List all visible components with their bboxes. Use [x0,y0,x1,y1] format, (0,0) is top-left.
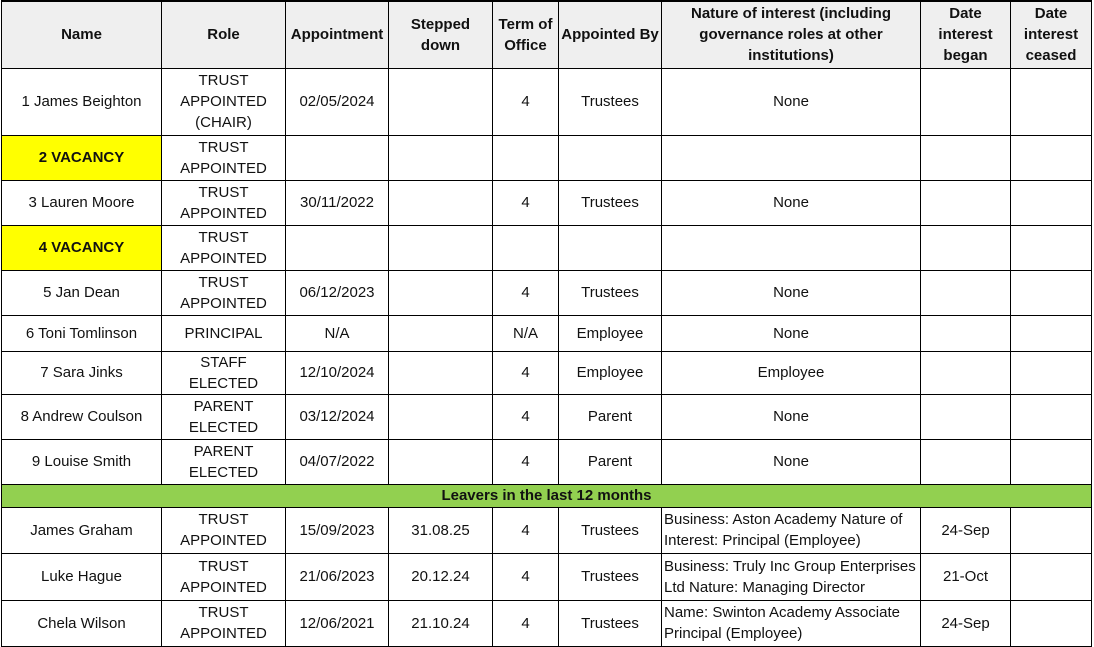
col-header-nature: Nature of interest (including governance roles at other institutions) [662,1,921,68]
leaver-began: 24-Sep [921,600,1011,646]
governance-table [1,0,1092,647]
member-stepped-down [389,68,493,135]
leaver-appointed-by: Trustees [559,600,662,646]
member-stepped-down [389,135,493,180]
member-nature: None [662,270,921,315]
col-header-ceased: Date interest ceased [1011,1,1092,68]
table-row [2,68,1092,135]
table-row [2,225,1092,270]
member-stepped-down [389,180,493,225]
table-row [2,507,1092,553]
leaver-stepped-down: 21.10.24 [389,600,493,646]
member-appointed-by: Employee [559,351,662,394]
member-ceased [1011,351,1092,394]
leaver-nature: Business: Truly Inc Group Enterprises Ltd Nature: Managing Director [662,553,921,600]
member-appointment: 04/07/2022 [286,439,389,484]
member-role: TRUST APPOINTED [162,180,286,225]
member-began [921,180,1011,225]
member-appointment: N/A [286,315,389,351]
member-role: PARENT ELECTED [162,439,286,484]
member-name: 3 Lauren Moore [2,180,162,225]
member-began [921,351,1011,394]
member-term: 4 [493,68,559,135]
member-began [921,225,1011,270]
member-began [921,315,1011,351]
member-ceased [1011,68,1092,135]
member-name: 9 Louise Smith [2,439,162,484]
table-row [2,270,1092,315]
table-row [2,351,1092,394]
member-ceased [1011,270,1092,315]
table-row [2,600,1092,646]
member-appointment [286,225,389,270]
member-appointed-by: Trustees [559,68,662,135]
member-name: 4 VACANCY [2,225,162,270]
member-appointed-by [559,135,662,180]
col-header-appointed-by: Appointed By [559,1,662,68]
member-stepped-down [389,225,493,270]
leaver-term: 4 [493,553,559,600]
member-ceased [1011,225,1092,270]
member-stepped-down [389,315,493,351]
col-header-name: Name [2,1,162,68]
member-appointed-by: Employee [559,315,662,351]
member-nature: None [662,68,921,135]
member-term: 4 [493,394,559,439]
member-name: 8 Andrew Coulson [2,394,162,439]
table-row [2,439,1092,484]
leaver-appointed-by: Trustees [559,507,662,553]
member-role: STAFF ELECTED [162,351,286,394]
leaver-role: TRUST APPOINTED [162,553,286,600]
member-term: 4 [493,439,559,484]
member-appointed-by: Parent [559,439,662,484]
leaver-nature: Name: Swinton Academy Associate Principal (Employee) [662,600,921,646]
member-stepped-down [389,439,493,484]
member-role: TRUST APPOINTED [162,270,286,315]
leaver-appointment: 12/06/2021 [286,600,389,646]
member-role: PRINCIPAL [162,315,286,351]
member-began [921,270,1011,315]
member-stepped-down [389,270,493,315]
member-began [921,394,1011,439]
leaver-appointed-by: Trustees [559,553,662,600]
leaver-stepped-down: 31.08.25 [389,507,493,553]
leaver-name: Chela Wilson [2,600,162,646]
leaver-role: TRUST APPOINTED [162,507,286,553]
col-header-stepped-down: Stepped down [389,1,493,68]
member-nature [662,225,921,270]
table-row [2,180,1092,225]
member-nature: None [662,180,921,225]
member-began [921,68,1011,135]
member-appointed-by: Trustees [559,270,662,315]
member-appointment: 06/12/2023 [286,270,389,315]
member-name: 7 Sara Jinks [2,351,162,394]
member-ceased [1011,394,1092,439]
member-appointment: 02/05/2024 [286,68,389,135]
member-term [493,135,559,180]
leaver-nature: Business: Aston Academy Nature of Interest: Principal (Employee) [662,507,921,553]
member-appointment: 03/12/2024 [286,394,389,439]
member-nature: None [662,439,921,484]
member-name: 1 James Beighton [2,68,162,135]
member-term: 4 [493,180,559,225]
member-appointment: 12/10/2024 [286,351,389,394]
member-role: PARENT ELECTED [162,394,286,439]
leaver-name: Luke Hague [2,553,162,600]
member-stepped-down [389,351,493,394]
table-row [2,315,1092,351]
member-ceased [1011,439,1092,484]
leaver-ceased [1011,553,1092,600]
member-began [921,135,1011,180]
member-nature: None [662,394,921,439]
table-row [2,135,1092,180]
leavers-section-title: Leavers in the last 12 months [2,484,1092,507]
member-appointment [286,135,389,180]
leavers-section-row [2,484,1092,507]
leaver-ceased [1011,507,1092,553]
leaver-began: 24-Sep [921,507,1011,553]
col-header-began: Date interest began [921,1,1011,68]
member-name: 2 VACANCY [2,135,162,180]
col-header-term: Term of Office [493,1,559,68]
table-row [2,553,1092,600]
member-appointed-by: Trustees [559,180,662,225]
member-stepped-down [389,394,493,439]
member-term: N/A [493,315,559,351]
leaver-appointment: 15/09/2023 [286,507,389,553]
member-nature: None [662,315,921,351]
member-nature [662,135,921,180]
leaver-stepped-down: 20.12.24 [389,553,493,600]
member-appointed-by [559,225,662,270]
header-row [2,1,1092,68]
member-nature: Employee [662,351,921,394]
leaver-role: TRUST APPOINTED [162,600,286,646]
member-ceased [1011,315,1092,351]
member-ceased [1011,180,1092,225]
member-term: 4 [493,270,559,315]
col-header-role: Role [162,1,286,68]
member-term: 4 [493,351,559,394]
leaver-began: 21-Oct [921,553,1011,600]
col-header-appointment: Appointment [286,1,389,68]
member-name: 5 Jan Dean [2,270,162,315]
leaver-term: 4 [493,507,559,553]
leaver-name: James Graham [2,507,162,553]
member-role: TRUST APPOINTED [162,135,286,180]
member-appointed-by: Parent [559,394,662,439]
table-row [2,394,1092,439]
member-name: 6 Toni Tomlinson [2,315,162,351]
leaver-ceased [1011,600,1092,646]
member-began [921,439,1011,484]
member-role: TRUST APPOINTED (CHAIR) [162,68,286,135]
member-term [493,225,559,270]
leaver-appointment: 21/06/2023 [286,553,389,600]
leaver-term: 4 [493,600,559,646]
member-ceased [1011,135,1092,180]
member-appointment: 30/11/2022 [286,180,389,225]
member-role: TRUST APPOINTED [162,225,286,270]
